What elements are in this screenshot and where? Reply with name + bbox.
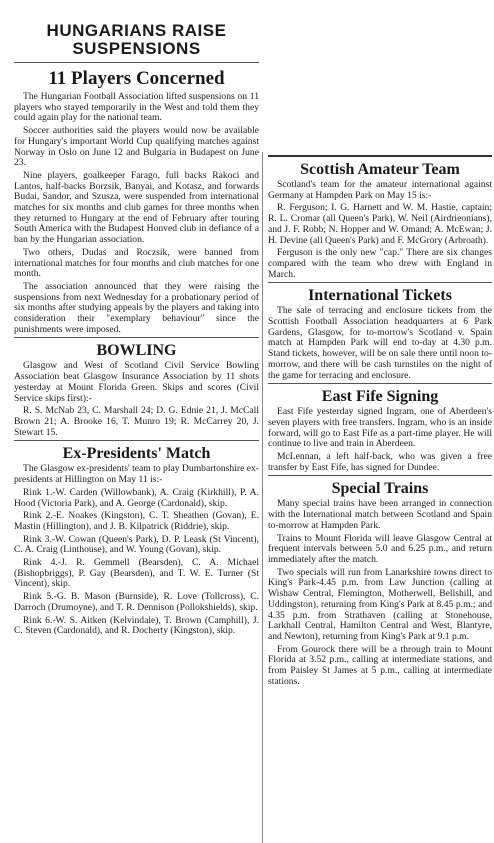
rink-entry: Rink 2.-E. Noakes (Kingston), C. T. Sheathen (Govan), E. Mastin (Hillington), and J. B. Kilpatrick (Riddrie), skip. <box>14 510 259 532</box>
rink-entry: Rink 6.-W. S. Aitken (Kelvindale), T. Brown (Camphill), J. C. Steven (Cardonald), and R. Docherty (Kingston), skip. <box>14 614 259 637</box>
rink-entry: Rink 3.-W. Cowan (Queen's Park), D. P. Leask (St Vincent), C. A. Craig (Linthouse), and W. Young (Govan), skip. <box>14 533 259 556</box>
left-column <box>14 0 259 843</box>
divider <box>268 383 492 384</box>
article-paragraph: The Hungarian Football Association lifted suspensions on 11 players who stayed temporarily in the West and told them they could again play for the national team. <box>14 91 259 124</box>
headline <box>14 22 259 58</box>
east-fife-paragraph: McLennan, a left half-back, who was given a free transfer by East Fife, has signed for Dundee. <box>268 451 492 473</box>
rink-entry: Rink 4.-J. R. Gemmell (Bearsden), C. A. Michael (Bishopbriggs), P. Gay (Bearsden), and T. W. E. Turner (St Vincent), skip. <box>14 557 259 590</box>
divider <box>268 282 492 283</box>
headline-line-2: SUSPENSIONS <box>72 39 201 58</box>
article-paragraph: The association announced that they were raising the suspensions from next Wednesday for a probationary period of six months after studying appeals by the players and taking into consideration their "exemplary behaviour" since the punishments were imposed. <box>14 280 259 335</box>
divider <box>268 155 492 157</box>
trains-paragraph: Many special trains have been arranged in connection with the International match between Scotland and Spain to-morrow at Hampden Park. <box>268 498 492 531</box>
divider <box>14 337 259 338</box>
amateur-paragraph: Ferguson is the only new "cap." There are six changes compared with the team who drew with England in March. <box>268 247 492 280</box>
right-column <box>262 152 492 843</box>
divider <box>14 440 259 441</box>
tickets-paragraph: The sale of terracing and enclosure tickets from the Scottish Football Association headquarters at 6 Park Gardens, Glasgow, for to-morrow's Scotland v. Spain match at Hampden Park will end to-day at 4.30 p.m. Stand tickets, however, will be on sale there until noon to-morrow, and there will be cash turnstiles on the night of the game for terracing and enclosure. <box>268 305 492 381</box>
article-paragraph: Soccer authorities said the players would now be available for Hungary's important World Cup qualifying matches against Norway in Oslo on June 12 and Bulgaria in Budapest on June 23. <box>14 125 259 169</box>
rink-entry: Rink 5.-G. B. Mason (Burnside), R. Love (Tollcross), C. Darroch (Drumoyne), and T. R. Dennison (Pollokshields), skip. <box>14 591 259 613</box>
east-fife-paragraph: East Fife yesterday signed Ingram, one of Aberdeen's seven players with free transfers. Ingram, who is an inside forward, will go to East Fife as a part-time player. He will continue to live and train in Aberdeen. <box>268 406 492 450</box>
east-fife-heading: East Fife Signing <box>321 388 439 406</box>
divider <box>14 62 259 63</box>
amateur-team-heading: Scottish Amateur Team <box>300 161 460 178</box>
bowling-paragraph: R. S. McNab 23, C. Marshall 24; D. G. Ednie 21, J. McCall Brown 21; A. Brooke 16, T. Munro 19; R. McCarrey 20, J. Stewart 15. <box>14 405 259 438</box>
ex-presidents-paragraph: The Glasgow ex-presidents' team to play Dumbartonshire ex-presidents at Hillington on May 11 is:- <box>14 463 259 486</box>
trains-paragraph: Trains to Mount Florida will leave Glasgow Central at frequent intervals between 5.0 and 6.25 p.m., and return immediately after the match. <box>268 532 492 565</box>
bowling-heading: BOWLING <box>96 342 177 360</box>
subhead: 11 Players Concerned <box>48 68 225 89</box>
amateur-paragraph: R. Ferguson; I. G. Harnett and W. M. Hastie, captain; R. L. Cromar (all Queen's Park), W. Neil (Airdrieonians), and J. F. Robb; N. Hopper and W. Omand; A. McEwan; J. H. Devine (all Queen's Park) and F. McGrory (Arbroath). <box>268 202 492 246</box>
trains-paragraph: From Gourock there will be a through train to Mount Florida at 3.52 p.m., calling at intermediate stations, and from Paisley St James at 5 p.m., calling at intermediate stations. <box>268 643 492 687</box>
article-paragraph: Two others, Dudas and Roczsik, were banned from international matches for four months and club matches for one month. <box>14 246 259 280</box>
ex-presidents-heading: Ex-Presidents' Match <box>62 445 211 463</box>
divider <box>268 475 492 476</box>
amateur-paragraph: Scotland's team for the amateur international against Germany at Hampden Park on May 15 is:- <box>268 179 492 201</box>
tickets-heading: International Tickets <box>308 287 452 305</box>
special-trains-heading: Special Trains <box>331 480 429 498</box>
article-paragraph: Nine players, goalkeeper Farago, full backs Rakoci and Lantos, half-backs Borzsik, Banyai, and Kotasz, and forwards Budai, Sandor, and Szusza, were suspended from international matches for six months and club games for three months when they returned to Hungary at the end of February after touring South America with the Budapest Honved club in defiance of a ban by the Hungarian association. <box>14 169 259 246</box>
bowling-paragraph: Glasgow and West of Scotland Civil Service Bowling Association beat Glasgow Insurance Association by 11 shots yesterday at Mount Florida Green. Skips and scores (Civil Service skips first):- <box>14 360 259 404</box>
trains-paragraph: Two specials will run from Lanarkshire towns direct to King's Park-4.45 p.m. from Law Junction (calling at Wishaw Central, Flemington, Motherwell, Bellshill, and Uddingston), returning from King's Park at 8.45 p.m.; and 4.35 p.m. from Strathaven (calling at Stonehouse, Larkhall Central, Hamilton Central and West, Blantyre, and Newton), returning from King's Park at 9.1 p.m. <box>268 566 492 642</box>
headline-line-1: HUNGARIANS RAISE <box>46 21 227 40</box>
rink-entry: Rink 1.-W. Carden (Willowbank), A. Craig (Kirkhill), P. A. Hood (Victoria Park), and A. George (Cardonald), skip. <box>14 486 259 509</box>
